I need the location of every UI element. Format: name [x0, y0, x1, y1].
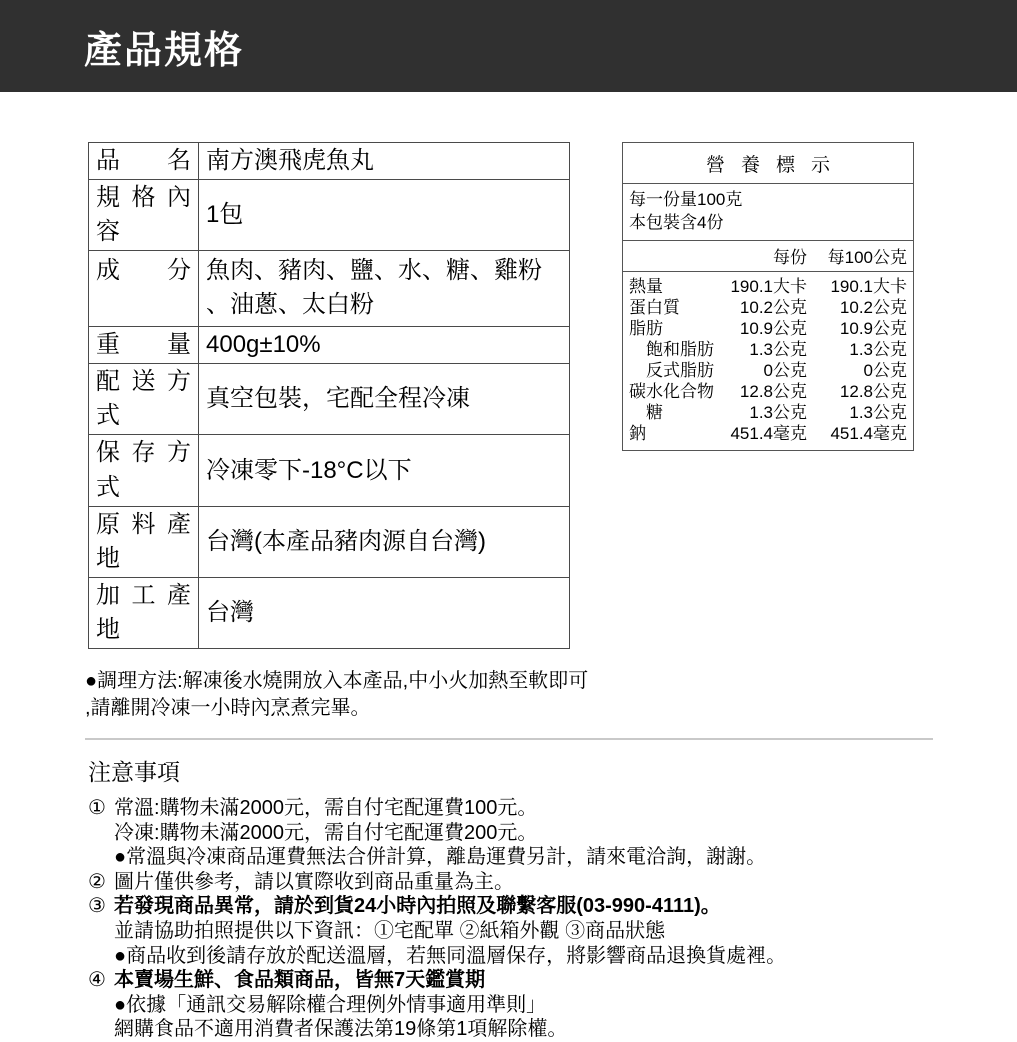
per-serving-value: 12.8公克 — [739, 381, 807, 401]
nutrition-row-sugar — [629, 402, 907, 423]
per-serving-value: 0公克 — [763, 360, 807, 380]
spec-row-product-name — [89, 143, 570, 180]
nutrition-row-saturated-fat — [629, 339, 907, 360]
notice-text: 常溫:購物未滿2000元，需自付宅配運費100元。 — [114, 796, 538, 819]
per-serving-value: 10.9公克 — [739, 318, 807, 338]
notice-text: 圖片僅供參考，請以實際收到商品重量為主。 — [114, 870, 514, 893]
notice-heading: 注意事項 — [88, 758, 180, 785]
spec-value: 南方澳飛虎魚丸 — [199, 143, 570, 180]
spec-label: 品名 — [89, 143, 199, 180]
per-100g-value: 1.3公克 — [849, 402, 907, 422]
per-serving-value: 1.3公克 — [749, 402, 807, 422]
spec-row-package-content — [89, 180, 570, 251]
spec-label: 加工產地 — [89, 577, 199, 648]
per-serving-value: 1.3公克 — [749, 339, 807, 359]
notice-text: ●常溫與冷凍商品運費無法合併計算，離島運費另計，請來電洽詢，謝謝。 — [114, 846, 767, 869]
notice-item — [88, 894, 958, 919]
per-100g-value: 10.9公克 — [839, 318, 907, 338]
nutrient-name: 脂肪 — [629, 318, 663, 338]
notice-marker — [88, 993, 114, 1018]
notice-item — [88, 968, 958, 993]
notice-marker — [88, 944, 114, 969]
notice-marker: ① — [88, 796, 106, 819]
notice-item — [88, 870, 958, 895]
nutrition-row-carbohydrate — [629, 381, 907, 402]
notice-text: ●依據「通訊交易解除權合理例外情事適用準則」 — [114, 993, 547, 1016]
notice-item — [88, 821, 958, 846]
spec-label: 原料產地 — [89, 506, 199, 577]
per-100g-value: 1.3公克 — [849, 339, 907, 359]
nutrition-title: 營養標示 — [623, 143, 913, 184]
nutrition-row-trans-fat — [629, 360, 907, 381]
nutrient-column-spacer — [629, 243, 715, 268]
spec-label: 規格內容 — [89, 180, 199, 251]
notice-text: 並請協助拍照提供以下資訊：①宅配單 ②紙箱外觀 ③商品狀態 — [114, 919, 666, 942]
notice-text: ●商品收到後請存放於配送溫層，若無同溫層保存，將影響商品退換貨處裡。 — [114, 944, 787, 967]
nutrition-column-headers — [623, 241, 913, 272]
nutrient-name: 糖 — [646, 402, 663, 422]
notice-marker: ③ — [88, 895, 106, 918]
section-divider — [85, 738, 933, 740]
spec-label: 保存方式 — [89, 435, 199, 506]
spec-label: 成分 — [89, 251, 199, 327]
per-100g-value: 12.8公克 — [839, 381, 907, 401]
spec-row-processing-origin — [89, 577, 570, 648]
nutrient-name: 鈉 — [629, 423, 646, 443]
nutrition-row-calories — [629, 276, 907, 297]
per-serving-value: 190.1大卡 — [730, 276, 807, 296]
notice-item — [88, 993, 958, 1018]
spec-value: 魚肉、豬肉、鹽、水、糖、雞粉、油蔥、太白粉 — [199, 251, 570, 327]
spec-row-delivery-method — [89, 364, 570, 435]
spec-value: 冷凍零下-18°C以下 — [199, 435, 570, 506]
per-serving-header: 每份 — [773, 247, 807, 267]
notice-item — [88, 919, 958, 944]
nutrition-body — [623, 272, 913, 450]
spec-row-weight — [89, 327, 570, 364]
serving-size: 每一份量100克 — [629, 190, 743, 209]
spec-label: 配送方式 — [89, 364, 199, 435]
per-100g-value: 10.2公克 — [839, 297, 907, 317]
notice-item — [88, 796, 958, 821]
notice-item — [88, 1017, 958, 1042]
nutrient-name: 反式脂肪 — [646, 360, 714, 380]
nutrient-name: 碳水化合物 — [629, 381, 714, 401]
spec-value: 台灣 — [199, 577, 570, 648]
nutrition-serving-info — [623, 184, 913, 241]
notice-item — [88, 845, 958, 870]
per-serving-value: 10.2公克 — [739, 297, 807, 317]
notice-marker — [88, 821, 114, 846]
spec-row-ingredients — [89, 251, 570, 327]
notice-marker: ② — [88, 870, 106, 893]
spec-row-ingredient-origin — [89, 506, 570, 577]
notice-text: 網購食品不適用消費者保護法第19條第1項解除權。 — [114, 1018, 568, 1041]
spec-and-nutrition-row — [88, 142, 1017, 649]
spec-value: 真空包裝，宅配全程冷凍 — [199, 364, 570, 435]
per-100g-header: 每100公克 — [827, 247, 907, 267]
servings-per-pack: 本包裝含4份 — [629, 213, 724, 233]
per-100g-value: 451.4毫克 — [830, 423, 907, 443]
spec-value: 1包 — [199, 180, 570, 251]
spec-value: 台灣(本產品豬肉源自台灣) — [199, 506, 570, 577]
notice-item — [88, 944, 958, 969]
per-100g-value: 0公克 — [863, 360, 907, 380]
nutrition-row-sodium — [629, 423, 907, 444]
notice-text: 本賣場生鮮、食品類商品，皆無7天鑑賞期 — [114, 969, 486, 992]
notice-marker — [88, 845, 114, 870]
notice-marker: ④ — [88, 969, 106, 992]
per-serving-value: 451.4毫克 — [730, 423, 807, 443]
notice-marker — [88, 919, 114, 944]
notice-marker — [88, 1017, 114, 1042]
page-title: 產品規格 — [84, 29, 245, 72]
product-spec-table — [88, 142, 570, 649]
notice-section — [88, 754, 1017, 1042]
cooking-instructions: ●調理方法:解凍後水燒開放入本產品,中小火加熱至軟即可,請離開冷凍一小時內烹煮完畢。 — [85, 669, 589, 719]
nutrient-name: 蛋白質 — [629, 297, 680, 317]
spec-label: 重量 — [89, 327, 199, 364]
spec-value: 400g±10% — [199, 327, 570, 364]
nutrient-name: 飽和脂肪 — [646, 339, 714, 359]
page-header — [0, 0, 1017, 92]
spec-row-storage-method — [89, 435, 570, 506]
notice-text: 若發現商品異常，請於到貨24小時內拍照及聯繫客服(03-990-4111)。 — [114, 895, 721, 918]
notice-text: 冷凍:購物未滿2000元，需自付宅配運費200元。 — [114, 821, 538, 844]
nutrient-name: 熱量 — [629, 276, 663, 296]
nutrition-table — [622, 142, 914, 451]
nutrition-row-protein — [629, 297, 907, 318]
per-100g-value: 190.1大卡 — [830, 276, 907, 296]
nutrition-row-fat — [629, 318, 907, 339]
